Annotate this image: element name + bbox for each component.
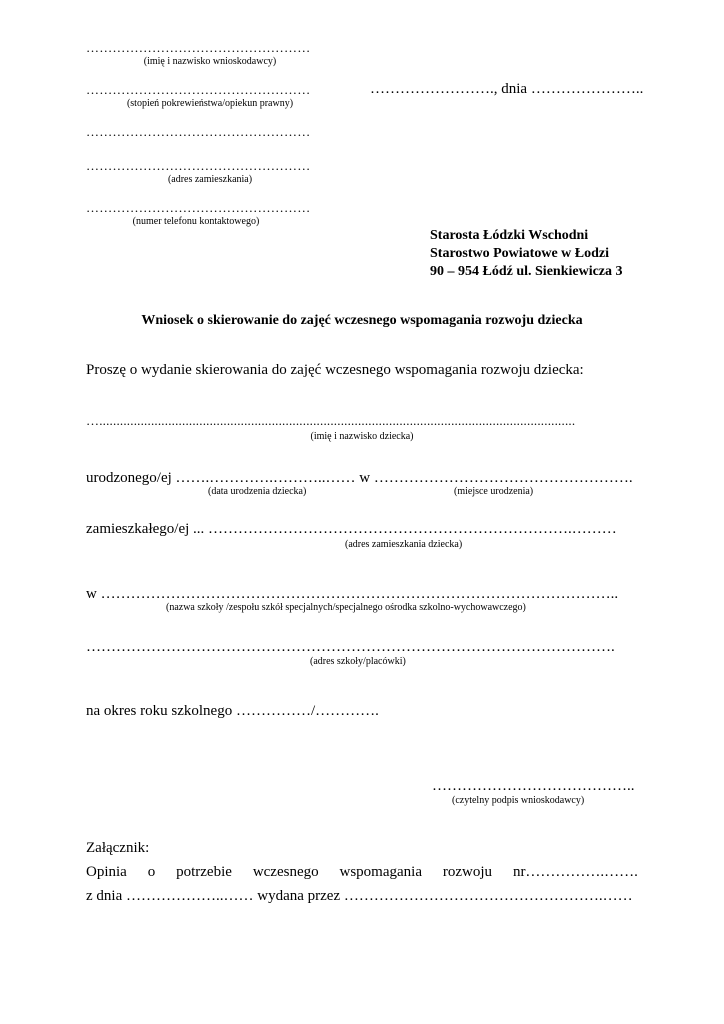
child-name-field[interactable]: ….......................................................................................................................................... [86,413,576,428]
child-born-line[interactable]: urodzonego/ej …….………….………..…… w ……………………………………………. [86,470,633,486]
child-school-caption: (nazwa szkoły /zespołu szkół specjalnych/specjalnego ośrodka szkolno-wychowawczego) [166,602,526,613]
applicant-address-field-1[interactable]: …………………………………………… [86,124,311,139]
opinion-word: o [147,864,156,880]
child-resident-line[interactable]: zamieszkałego/ej ... ……………………………………………………………….……… [86,521,617,537]
child-born-date-caption: (data urodzenia dziecka) [208,486,307,497]
signature-caption: (czytelny podpis wnioskodawcy) [452,795,585,806]
opinion-word: potrzebie [176,864,232,880]
place-date-field[interactable]: ……………………., dnia ………………….. [370,81,644,97]
child-school-address-caption: (adres szkoły/placówki) [310,656,406,667]
child-name-caption: (imię i nazwisko dziecka) [310,431,414,442]
applicant-phone-field[interactable]: …………………………………………… [86,200,311,215]
child-school-address-line[interactable]: ……………………………………………………………………………………………. [86,639,615,655]
opinion-word: Opinia [86,864,127,880]
opinion-word: rozwoju [442,864,493,880]
recipient-line-1: Starosta Łódzki Wschodni [430,228,589,243]
applicant-name-caption: (imię i nazwisko wnioskodawcy) [143,56,277,67]
document-title: Wniosek o skierowanie do zajęć wczesnego wspomagania rozwoju dziecka [141,313,583,328]
applicant-relation-field[interactable]: …………………………………………… [86,82,311,97]
child-resident-caption: (adres zamieszkania dziecka) [345,539,463,550]
school-year-line[interactable]: na okres roku szkolnego ……………/…………. [86,703,379,719]
child-school-line[interactable]: w ………………………………………………………………………………………….. [86,586,619,602]
opinion-word: wczesnego [252,864,319,880]
applicant-phone-caption: (numer telefonu kontaktowego) [132,216,260,227]
opinion-word: wspomagania [339,864,422,880]
child-born-place-caption: (miejsce urodzenia) [454,486,534,497]
applicant-relation-caption: (stopień pokrewieństwa/opiekun prawny) [126,98,294,109]
recipient-line-3: 90 – 954 Łódź ul. Sienkiewicza 3 [430,264,623,279]
attachment-label: Załącznik: [86,840,150,856]
opinion-number-field[interactable]: nr…………….……. [512,864,638,880]
signature-field[interactable]: ………………………………….. [432,778,635,794]
request-text: Proszę o wydanie skierowania do zajęć wczesnego wspomagania rozwoju dziecka: [86,362,584,378]
attachment-opinion-line[interactable] [86,864,638,881]
applicant-address-field-2[interactable]: …………………………………………… [86,158,311,173]
applicant-name-field[interactable]: …………………………………………… [86,40,311,55]
attachment-issued-line[interactable]: z dnia ………………..…… wydana przez …………………………………………….…… [86,888,633,904]
applicant-address-caption: (adres zamieszkania) [167,174,253,185]
recipient-line-2: Starostwo Powiatowe w Łodzi [430,246,610,261]
